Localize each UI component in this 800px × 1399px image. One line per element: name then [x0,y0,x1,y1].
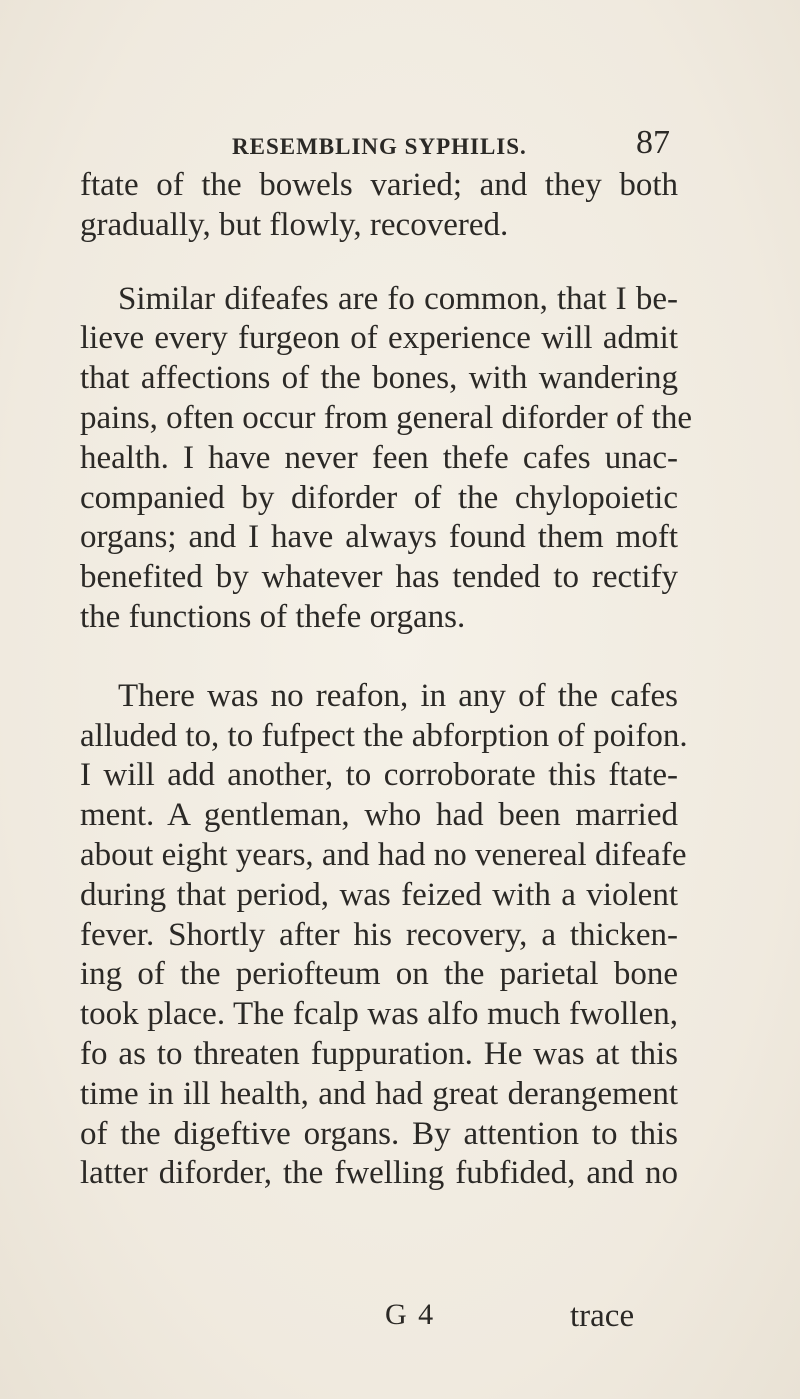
text-line: There was no reafon, in any of the cafes [118,677,678,714]
text-line: about eight years, and had no venereal difeafe [80,836,687,873]
text-line: ing of the periofteum on the parietal bone [80,956,678,993]
paragraph-2 [80,280,693,638]
text-line: fo as to threaten fuppuration. He was at this [80,1035,678,1072]
text-line: fever. Shortly after his recovery, a thicken- [80,916,678,953]
text-line: ftate of the bowels varied; and they both [80,167,678,203]
text-line: that affections of the bones, with wandering [80,360,678,397]
text-line: benefited by whatever has tended to rectify [80,559,678,596]
text-line: organs; and I have always found them moft [80,519,678,556]
text-line: companied by diforder of the chylopoietic [80,479,678,516]
text-line: the functions of thefe organs. [80,598,466,635]
catchword: trace [570,1298,635,1334]
text-line: health. I have never feen thefe cafes unac- [80,439,678,476]
text-line: lieve every furgeon of experience will admit [80,320,678,357]
body-text [80,166,693,1194]
page-number: 87 [636,124,670,161]
paragraph-3 [80,677,688,1194]
signature-mark: G 4 [385,1298,436,1331]
text-line: during that period, was feized with a violent [80,876,678,913]
text-line: alluded to, to fufpect the abforption of poifon. [80,717,688,754]
page-footer [0,1298,800,1338]
text-line: latter diforder, the fwelling fubfided, and no [80,1155,678,1192]
paragraph-spacer [80,638,678,677]
running-title: RESEMBLING SYPHILIS. [232,134,527,159]
text-line: time in ill health, and had great derangement [80,1075,678,1112]
text-line: Similar difeafes are fo common, that I be- [118,280,678,317]
paragraph-spacer [80,246,678,280]
text-line: I will add another, to corroborate this ftate- [80,757,678,794]
text-line: gradually, but flowly, recovered. [80,206,509,243]
text-line: pains, often occur from general diforder of the [80,399,693,436]
paragraph-1 [80,166,678,246]
text-line: of the digeftive organs. By attention to this [80,1115,678,1152]
text-line: ment. A gentleman, who had been married [80,797,678,834]
running-head [0,122,800,162]
text-line: took place. The fcalp was alfo much fwollen, [80,996,678,1033]
